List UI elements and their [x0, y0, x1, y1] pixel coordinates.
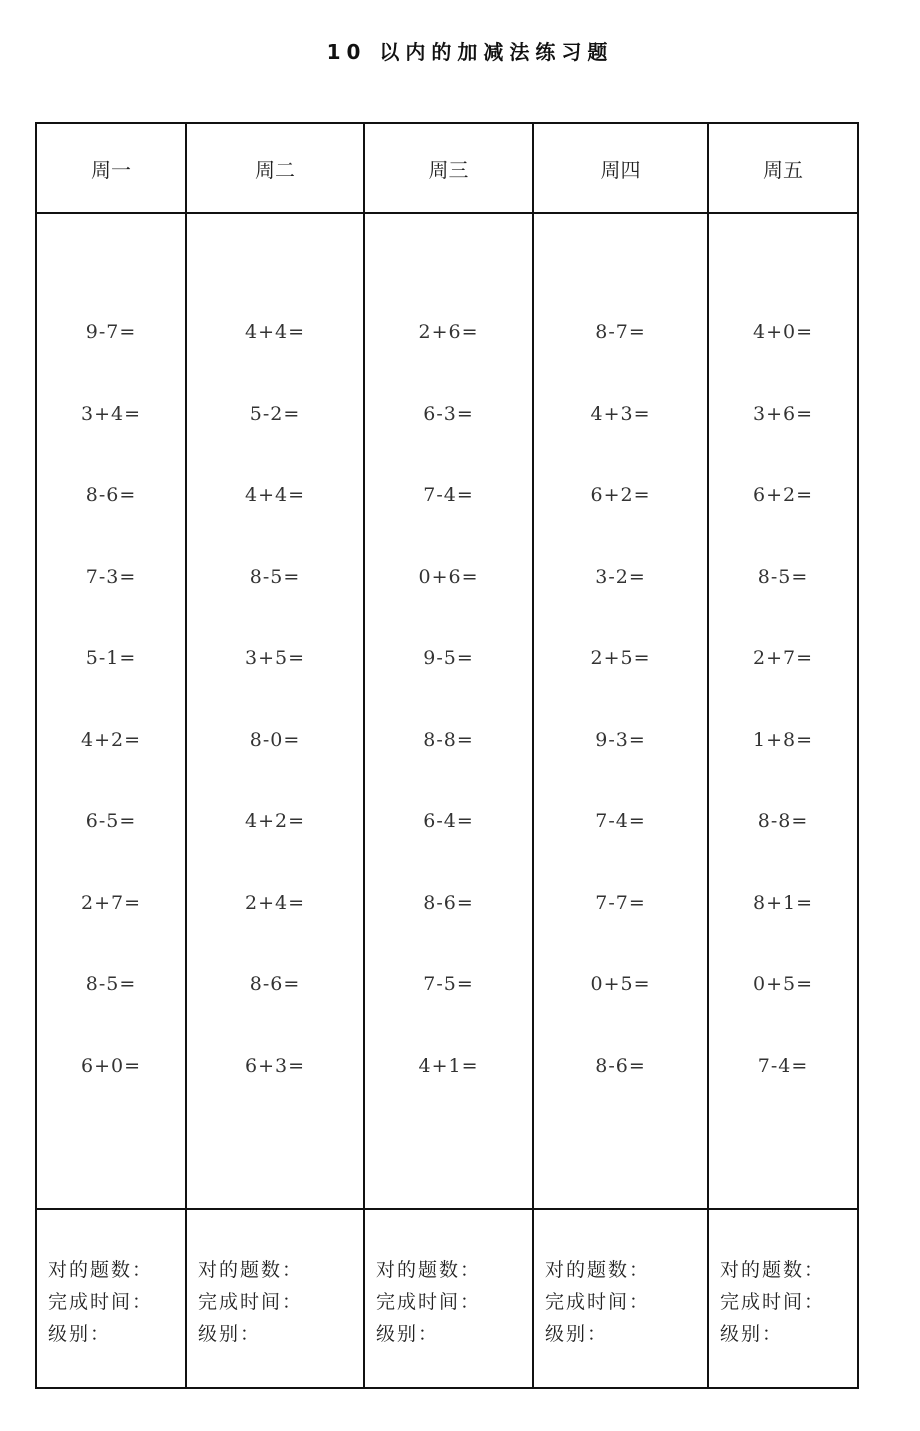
- day-header-row: [36, 123, 858, 213]
- problem-item: 8-6=: [595, 1054, 646, 1077]
- day-header-friday: 周五: [708, 123, 858, 213]
- problem-item: 4+2=: [244, 810, 306, 832]
- problem-item: 7-5=: [423, 973, 474, 995]
- problem-item: 2+7=: [80, 891, 142, 914]
- problem-item: 8-6=: [85, 484, 137, 506]
- problem-item: 3+5=: [244, 647, 306, 669]
- problems-column-tuesday: [186, 213, 364, 1209]
- problem-item: 4+3=: [590, 402, 651, 425]
- footer-cell-wednesday: [364, 1209, 533, 1388]
- worksheet-table: [35, 122, 859, 1389]
- footer-row: [36, 1209, 858, 1388]
- problem-item: 7-4=: [423, 484, 474, 506]
- completion-time-label: 完成时间：: [48, 1291, 154, 1313]
- problem-item: 7-3=: [85, 565, 137, 588]
- problem-item: 1+8=: [752, 728, 814, 751]
- problem-item: 8-5=: [85, 973, 137, 995]
- problem-item: 5-1=: [85, 647, 137, 669]
- problem-item: 4+4=: [244, 321, 306, 343]
- footer-cell-monday: [36, 1209, 186, 1388]
- problem-item: 8-5=: [249, 565, 301, 588]
- problem-item: 4+4=: [244, 484, 306, 506]
- problem-item: 2+4=: [244, 891, 306, 914]
- correct-count-label: 对的题数：: [545, 1259, 651, 1281]
- problem-item: 9-7=: [85, 321, 137, 343]
- problem-item: 8-7=: [595, 321, 646, 343]
- problem-item: 8-6=: [249, 973, 301, 995]
- problem-item: 7-4=: [757, 1054, 809, 1077]
- problems-column-thursday: [533, 213, 708, 1209]
- level-label: 级别：: [198, 1323, 262, 1345]
- problem-item: 6-3=: [423, 402, 474, 425]
- footer-cell-friday: [708, 1209, 858, 1388]
- completion-time-label: 完成时间：: [198, 1291, 304, 1313]
- problem-item: 4+0=: [752, 321, 814, 343]
- level-label: 级别：: [376, 1323, 440, 1345]
- problem-item: 2+7=: [752, 647, 814, 669]
- problem-item: 6-5=: [85, 810, 137, 832]
- problem-item: 8-8=: [757, 810, 809, 832]
- level-label: 级别：: [545, 1323, 609, 1345]
- problem-item: 8-0=: [249, 728, 301, 751]
- problems-column-wednesday: [364, 213, 533, 1209]
- problem-item: 2+5=: [590, 647, 651, 669]
- correct-count-label: 对的题数：: [48, 1259, 154, 1281]
- problem-item: 0+5=: [590, 973, 651, 995]
- problem-item: 6+2=: [752, 484, 814, 506]
- problem-item: 6+3=: [244, 1054, 306, 1077]
- worksheet-title: 10 以内的加减法练习题: [326, 40, 614, 64]
- correct-count-label: 对的题数：: [720, 1259, 826, 1281]
- day-header-wednesday: 周三: [364, 123, 533, 213]
- problem-item: 8-5=: [757, 565, 809, 588]
- footer-cell-thursday: [533, 1209, 708, 1388]
- problem-item: 8+1=: [752, 891, 814, 914]
- problems-column-friday: [708, 213, 858, 1209]
- problem-item: 7-7=: [595, 891, 646, 914]
- problem-item: 3+4=: [80, 402, 142, 425]
- problem-item: 8-6=: [423, 891, 474, 914]
- footer-cell-tuesday: [186, 1209, 364, 1388]
- level-label: 级别：: [720, 1323, 784, 1345]
- level-label: 级别：: [48, 1323, 112, 1345]
- problems-column-monday: [36, 213, 186, 1209]
- problem-item: 8-8=: [423, 728, 474, 751]
- problem-item: 9-3=: [595, 728, 646, 751]
- problem-item: 5-2=: [249, 402, 301, 425]
- day-header-tuesday: 周二: [186, 123, 364, 213]
- problem-item: 0+6=: [418, 565, 479, 588]
- problem-item: 9-5=: [423, 647, 474, 669]
- problem-item: 4+1=: [418, 1054, 479, 1077]
- completion-time-label: 完成时间：: [720, 1291, 826, 1313]
- correct-count-label: 对的题数：: [376, 1259, 482, 1281]
- problem-item: 3-2=: [595, 565, 646, 588]
- problem-item: 6-4=: [423, 810, 474, 832]
- day-header-monday: 周一: [36, 123, 186, 213]
- problem-item: 3+6=: [752, 402, 814, 425]
- problem-item: 7-4=: [595, 810, 646, 832]
- problem-item: 6+0=: [80, 1054, 142, 1077]
- problem-item: 4+2=: [80, 728, 142, 751]
- completion-time-label: 完成时间：: [376, 1291, 482, 1313]
- day-header-thursday: 周四: [533, 123, 708, 213]
- correct-count-label: 对的题数：: [198, 1259, 304, 1281]
- problems-row: [36, 213, 858, 1209]
- problem-item: 6+2=: [590, 484, 651, 506]
- problem-item: 0+5=: [752, 973, 814, 995]
- problem-item: 2+6=: [418, 321, 479, 343]
- completion-time-label: 完成时间：: [545, 1291, 651, 1313]
